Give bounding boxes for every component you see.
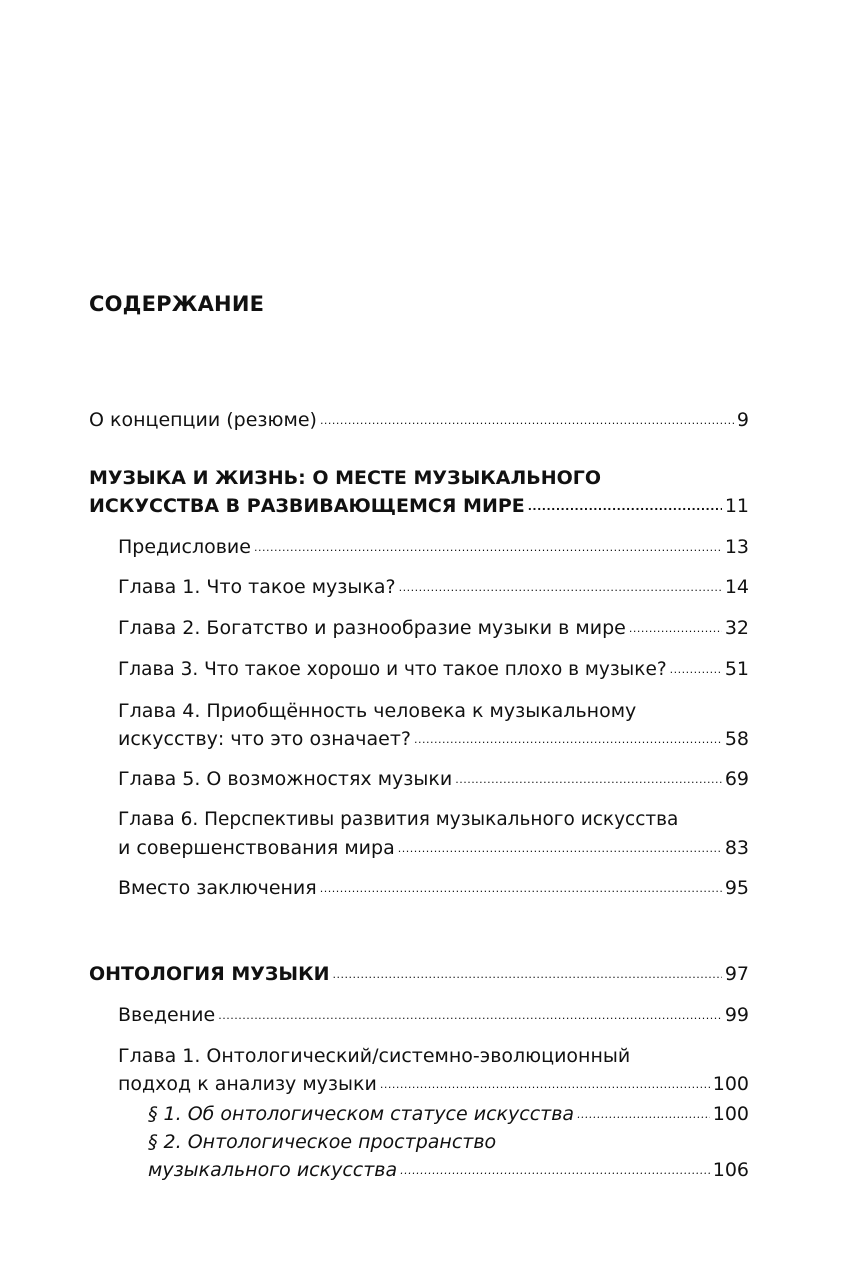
toc-entry-page: 99 xyxy=(724,1004,749,1026)
toc-entry[interactable] xyxy=(118,1001,749,1029)
leader-dots xyxy=(629,612,722,635)
toc-entry-page: 58 xyxy=(724,728,749,750)
toc-entry[interactable] xyxy=(89,406,749,434)
toc-entry-text: подход к анализу музыки xyxy=(118,1073,377,1095)
toc-entry-page: 13 xyxy=(724,536,749,558)
toc-section-entry[interactable] xyxy=(148,1100,749,1128)
toc-entry-page: 95 xyxy=(724,877,749,899)
toc-entry-text: и совершенствования мира xyxy=(118,837,395,859)
toc-entry-page: 97 xyxy=(724,963,749,985)
toc-entry-text-line1: § 2. Онтологическое пространство xyxy=(148,1131,497,1153)
toc-entry-text-line1: МУЗЫКА И ЖИЗНЬ: О МЕСТЕ МУЗЫКАЛЬНОГО xyxy=(89,467,602,489)
toc-entry-text-line1: Глава 6. Перспективы развития музыкального искусства xyxy=(118,809,679,830)
toc-entry-page: 83 xyxy=(724,837,749,859)
toc-entry-text: искусству: что это означает? xyxy=(118,728,411,750)
leader-dots xyxy=(528,490,722,513)
toc-entry-text: Глава 5. О возможностях музыки xyxy=(118,768,453,790)
toc-entry-page: 100 xyxy=(712,1073,749,1095)
toc-entry[interactable] xyxy=(118,874,749,902)
toc-entry-text: Введение xyxy=(118,1004,216,1026)
leader-dots xyxy=(400,1154,710,1177)
toc-entry[interactable] xyxy=(118,1042,749,1098)
toc-entry[interactable] xyxy=(118,655,749,684)
toc-entry[interactable] xyxy=(118,533,749,561)
toc-entry-page: 106 xyxy=(712,1159,749,1181)
toc-entry-text: § 1. Об онтологическом статусе искусства xyxy=(148,1103,575,1125)
toc-entry[interactable] xyxy=(118,806,749,862)
toc-entry-page: 32 xyxy=(724,617,749,639)
leader-dots xyxy=(399,571,722,594)
toc-entry-page: 100 xyxy=(712,1103,749,1125)
toc-entry[interactable] xyxy=(118,614,749,642)
toc-entry-text: ИСКУССТВА В РАЗВИВАЮЩЕМСЯ МИРЕ xyxy=(89,495,525,517)
toc-entry-text-line1: Глава 4. Приобщённость человека к музыкальному xyxy=(118,700,637,722)
leader-dots xyxy=(455,763,722,786)
toc-entry-page: 9 xyxy=(736,409,749,431)
toc-entry-text: Вместо заключения xyxy=(118,877,317,899)
toc-entry-text: Глава 2. Богатство и разнообразие музыки в мире xyxy=(118,617,626,639)
toc-part-heading[interactable] xyxy=(89,464,749,520)
toc-entry-page: 14 xyxy=(724,576,749,598)
leader-dots xyxy=(320,404,734,427)
toc-entry-text: Глава 3. Что такое хорошо и что такое плохо в музыке? xyxy=(118,659,667,680)
toc-entry-page: 11 xyxy=(724,495,749,517)
toc-entry-page: 69 xyxy=(724,768,749,790)
leader-dots xyxy=(380,1068,710,1091)
leader-dots xyxy=(218,999,722,1022)
toc-entry-text: музыкального искусства xyxy=(148,1159,398,1181)
toc-entry[interactable] xyxy=(118,765,749,793)
leader-dots xyxy=(398,832,722,855)
toc-part-heading[interactable] xyxy=(89,960,749,988)
toc-entry-text: ОНТОЛОГИЯ МУЗЫКИ xyxy=(89,963,330,985)
leader-dots xyxy=(577,1098,710,1121)
toc-entry[interactable] xyxy=(118,697,749,753)
toc-entry-text: О концепции (резюме) xyxy=(89,409,317,431)
leader-dots xyxy=(320,872,722,895)
page-title: СОДЕРЖАНИЕ xyxy=(89,292,265,316)
toc-entry-text: Глава 1. Что такое музыка? xyxy=(118,576,396,598)
leader-dots xyxy=(414,723,722,746)
leader-dots xyxy=(670,653,722,676)
leader-dots xyxy=(333,958,722,981)
toc-entry-page: 51 xyxy=(724,658,749,680)
toc-entry-text-line1: Глава 1. Онтологический/системно-эволюционный xyxy=(118,1045,631,1067)
toc-entry[interactable] xyxy=(118,573,749,601)
toc-entry-text: Предисловие xyxy=(118,536,251,558)
toc-section-entry[interactable] xyxy=(148,1128,749,1184)
leader-dots xyxy=(254,531,722,554)
